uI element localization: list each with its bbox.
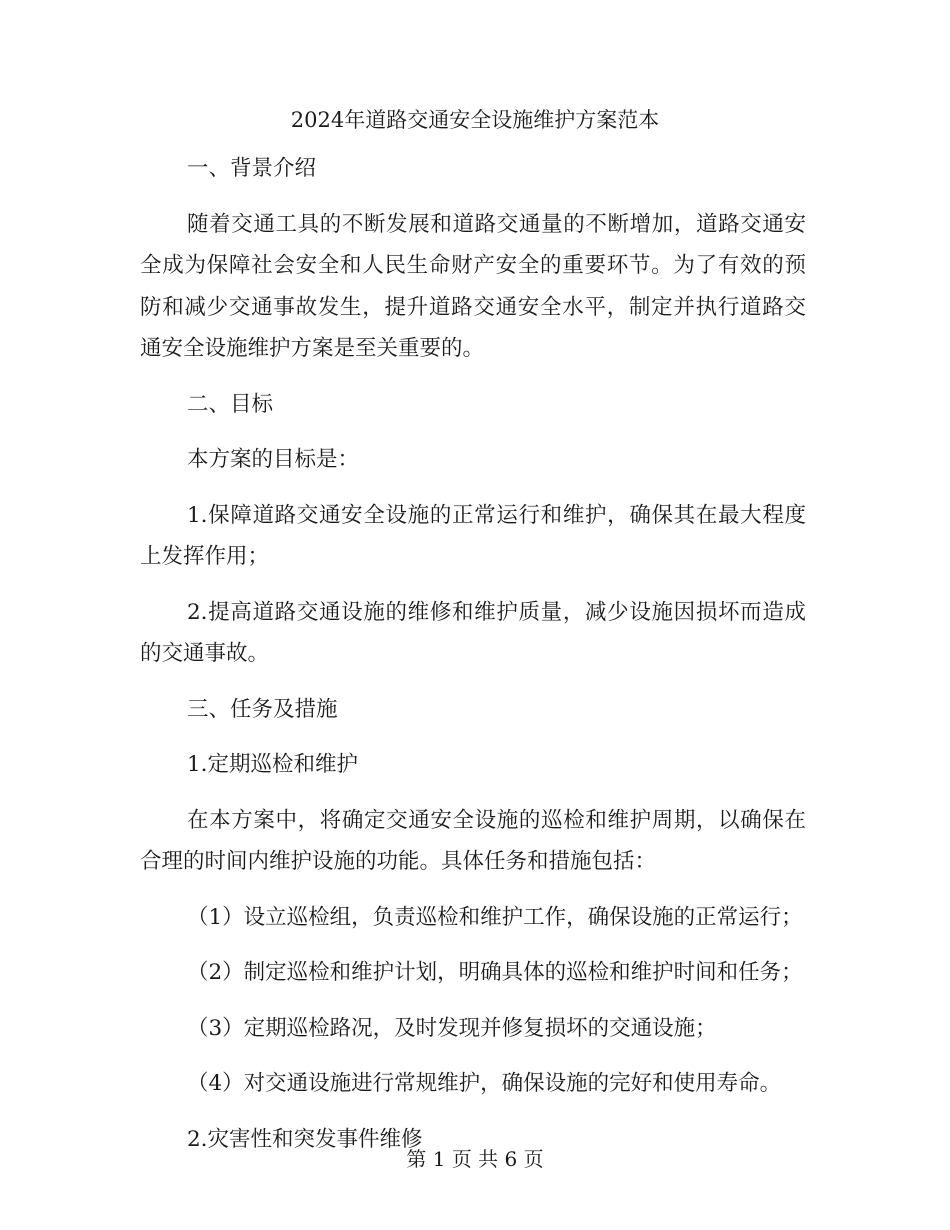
- measure-item-4: （4）对交通设施进行常规维护，确保设施的完好和使用寿命。: [187, 1071, 782, 1096]
- document-body: [140, 148, 806, 1174]
- subsection-heading-inspection: 1.定期巡检和维护: [187, 752, 359, 777]
- section-heading-goals: 二、目标: [187, 391, 274, 417]
- page-number-footer: 第 1 页 共 6 页: [406, 1147, 544, 1171]
- goal-item-1: 1.保障道路交通安全设施的正常运行和维护，确保其在最大程度上发挥作用；: [140, 502, 806, 569]
- section-heading-background: 一、背景介绍: [187, 156, 317, 181]
- document-title: 2024年道路交通安全设施维护方案范本: [290, 108, 660, 132]
- section-heading-tasks: 三、任务及措施: [187, 696, 338, 722]
- subsection-heading-emergency: 2.灾害性和突发事件维修: [187, 1126, 423, 1152]
- measure-item-1: （1）设立巡检组，负责巡检和维护工作，确保设施的正常运行；: [187, 904, 803, 930]
- paragraph-goals-intro: 本方案的目标是：: [187, 447, 360, 472]
- measure-item-2: （2）制定巡检和维护计划，明确具体的巡检和维护时间和任务；: [187, 960, 803, 985]
- paragraph-inspection: 在本方案中，将确定交通安全设施的巡检和维护周期，以确保在合理的时间内维护设施的功能。具体任务和措施包括：: [140, 807, 806, 874]
- measure-item-3: （3）定期巡检路况，及时发现并修复损坏的交通设施；: [187, 1015, 717, 1041]
- paragraph-background: 随着交通工具的不断发展和道路交通量的不断增加，道路交通安全成为保障社会安全和人民生命财产安全的重要环节。为了有效的预防和减少交通事故发生，提升道路交通安全水平，制定并执行道路交通安全设施维护方案是至关重要的。: [140, 211, 806, 361]
- goal-item-2: 2.提高道路交通设施的维修和维护质量，减少设施因损坏而造成的交通事故。: [140, 599, 806, 666]
